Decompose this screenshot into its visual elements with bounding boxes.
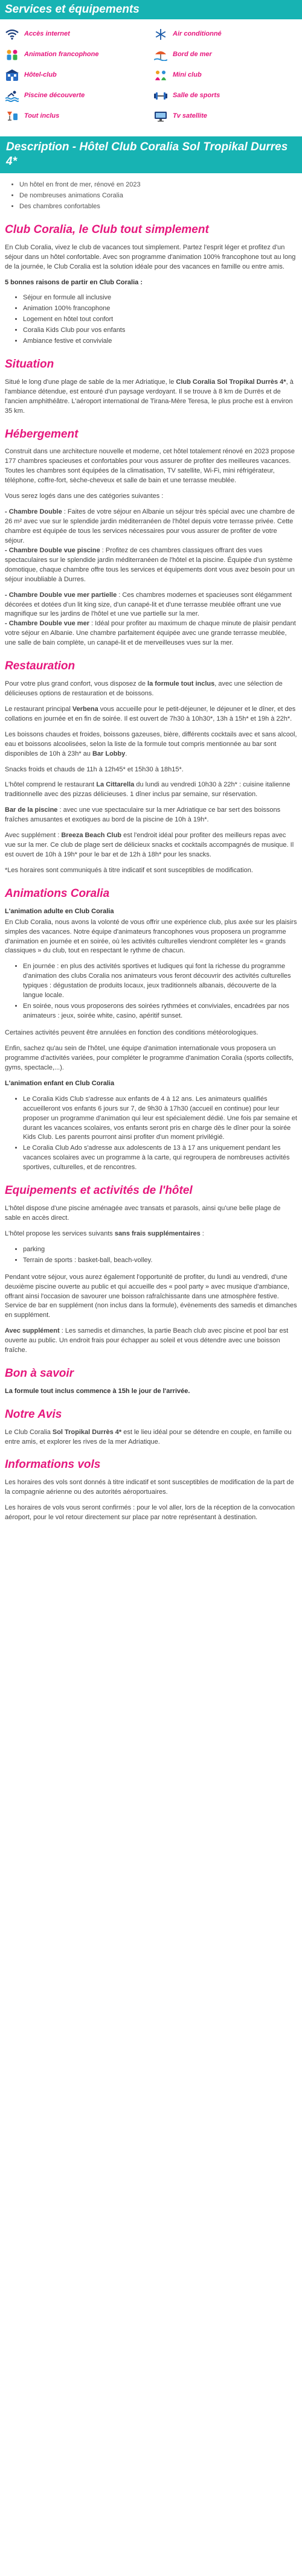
paragraph — [5, 705, 297, 724]
paragraph — [5, 680, 297, 699]
reasons-list — [23, 293, 297, 346]
text: Bar Lobby — [92, 750, 126, 757]
amenity-label: Mini club — [173, 71, 202, 78]
list-item: • De nombreuses animations Coralia — [19, 191, 297, 201]
hotel-name: Club Coralia Sol Tropikal Durrès 4* — [176, 378, 286, 386]
paragraph: Snacks froids et chauds de 11h à 12h45* et 15h30 à 18h15*. — [5, 765, 184, 773]
section-title-vols: Informations vols — [5, 1458, 101, 1471]
kids-animation-list — [23, 1095, 297, 1173]
section-title-bon-a-savoir: Bon à savoir — [5, 1367, 74, 1380]
paragraph: L'hôtel dispose d'une piscine aménagée avec transats et parasols, ainsi qu'une belle plage de sable en accès direct. — [5, 1204, 281, 1222]
gym-icon — [153, 89, 168, 103]
room-label: - Chambre Double — [5, 508, 62, 516]
section-title-hebergement: Hébergement — [5, 427, 79, 441]
amenity-animation — [5, 47, 153, 63]
paragraph: En Club Coralia, nous avons la volonté de vous offrir une expérience club, plus axée sur les plaisirs simples des vacances. Notre équipe d'animateurs francophones vous proposera un programme d'animation en journée et en soirée, où les activités culturelles viendront compléter les « grands classiques » du club, tout en respectant le rythme de chacun. — [5, 918, 297, 955]
paragraph: *Les horaires sont communiqués à titre indicatif et sont susceptibles de modification. — [5, 867, 253, 874]
list-item: • Animation 100% francophone — [23, 304, 297, 314]
kids-icon — [5, 48, 19, 62]
list-item: • Logement en hôtel tout confort — [23, 315, 297, 325]
paragraph: 5 bonnes raisons de partir en Club Coralia : — [5, 278, 143, 286]
paragraph: Les horaires de vols vous seront confirmés : pour le vol aller, lors de la réception de la convocation aéroport, pour le vol retour directement sur place par notre représentant à destination. — [5, 1504, 295, 1521]
paragraph — [5, 780, 297, 800]
text: Breeza Beach Club — [61, 832, 122, 840]
list-item: • parking — [23, 1245, 297, 1255]
amenity-label: Tout inclus — [24, 112, 60, 120]
list-item: • Un hôtel en front de mer, rénové en 2023 — [19, 180, 297, 190]
free-services-list — [23, 1245, 297, 1266]
text: : — [200, 1229, 204, 1237]
hotel-name: Sol Tropikal Durrès 4* — [52, 1428, 122, 1436]
amenities-grid — [0, 19, 302, 128]
amenity-tv — [153, 109, 302, 124]
amenity-ac — [153, 27, 302, 42]
spacer — [5, 1529, 297, 1577]
amenity-internet — [5, 27, 153, 42]
amenity-label: Salle de sports — [173, 91, 220, 99]
subheading: L'animation adulte en Club Coralia — [5, 907, 114, 915]
section-title-restauration: Restauration — [5, 660, 76, 673]
list-item: • Terrain de sports : basket-ball, beach-volley. — [23, 1256, 297, 1266]
room-label: - Chambre Double vue mer — [5, 620, 89, 628]
text: sans frais supplémentaires — [114, 1229, 201, 1237]
text: Les boissons chaudes et froides, boissons gazeuses, bière, différents cocktails avec et sans alcool, eau et boissons alcoolisées, selon la liste de la formule tout compris mentionnée au bar sont disponibles de 10h à 23h* au — [5, 730, 297, 757]
amenity-label: Bord de mer — [173, 50, 212, 58]
amenity-label: Air conditionné — [173, 30, 222, 37]
paragraph: Pendant votre séjour, vous aurez également l'opportunité de profiter, du lundi au vendredi, d'une deuxième piscine ouverte au public et qui accueille des « pool party » avec musique d'ambiance, offrant ainsi l'occasion de savourer une boisson rafraîchissante dans une atmosphère festive. Service de bar en supplément (non inclus dans la formule), évènements des samedis et dimanches en supplément. — [5, 1273, 297, 1319]
miniclub-icon — [153, 68, 168, 83]
section-title-animations: Animations Coralia — [5, 887, 110, 900]
text: L'hôtel propose les services suivants — [5, 1229, 115, 1237]
description-content — [0, 180, 302, 1583]
tv-icon — [153, 109, 168, 124]
amenity-all-inclusive — [5, 109, 153, 124]
snowflake-icon — [153, 27, 168, 42]
text: Avec supplément — [5, 1327, 60, 1335]
text: , avec une sélection de délicieuses options de restauration et de boissons. — [5, 680, 283, 697]
room-label: - Chambre Double vue mer partielle — [5, 591, 117, 599]
paragraph: En Club Coralia, vivez le club de vacances tout simplement. Partez l'esprit léger et profitez d'un séjour dans un hôtel confortable. Avec son programme d'animation 100% francophone tout au long de la journée, le Club Coralia est la solution idéale pour des vacances en famille ou entre amis. — [5, 243, 296, 270]
text: est le lieu idéal pour se détendre en couple, en famille ou entre amis, et explorer les rives de la mer Adriatique. — [5, 1428, 292, 1446]
section-title-club: Club Coralia, le Club tout simplement — [5, 223, 209, 236]
text: Pour votre plus grand confort, vous disposez de — [5, 680, 148, 687]
amenity-label: Tv satellite — [173, 112, 207, 120]
services-title: Services et équipements — [0, 0, 302, 19]
amenity-hotel-club — [5, 68, 153, 83]
paragraph: Enfin, sachez qu'au sein de l'hôtel, une équipe d'animation internationale vous proposera un programme d'activités variées, pour compléter le programme d'animation Coralia (sports collectifs, gyms, spectacle,...). — [5, 1044, 294, 1071]
paragraph: Construit dans une architecture nouvelle et moderne, cet hôtel totalement rénové en 2023 propose 177 chambres spacieuses et confortables pour vous assurer de profiter des meilleures vacances. Toutes les chambres sont équipées de la climatisation, TV satellite, Wi-Fi, mini réfrigérateur, téléphone, coffre-fort, sèche-cheveux et salle de bain et une terrasse meublée. — [5, 448, 295, 485]
list-item: • Coralia Kids Club pour vos enfants — [23, 326, 297, 336]
text: : Faites de votre séjour en Albanie un séjour très spécial avec une chambre de 26 m² avec vue sur le splendide jardin méditerranéen de l'hôtel depuis votre terrasse privée. Cette chambre est équipée de tous les services nécessaires pour vous assurer de profiter de votre séjour. — [5, 508, 295, 544]
text: Le restaurant principal — [5, 705, 72, 713]
room-sea — [5, 591, 297, 649]
amenity-miniclub — [153, 68, 302, 83]
text: la formule tout inclus — [147, 680, 215, 687]
amenity-gym — [153, 88, 302, 104]
text: : Ces chambres modernes et spacieuses sont élégamment décorées et dotées d'un lit king size, d'un canapé-lit et d'une terrasse meublée offrant une vue magnifique sur les jardins de l'hôtel et une vue partielle sur la mer. — [5, 591, 292, 618]
description-title: Description - Hôtel Club Coralia Sol Tropikal Durres 4* — [0, 136, 302, 173]
pool-icon — [5, 89, 19, 103]
paragraph — [5, 831, 297, 860]
room-label: - Chambre Double vue piscine — [5, 546, 100, 554]
text: : Profitez de ces chambres classiques offrant des vues spectaculaires sur le splendide jardin méditerranéen de l'hôtel et la piscine. Équipée d'un système domotique, chaque chambre offre tous les services et équipements dont vous avez besoin pour un séjour inoubliable à Durres. — [5, 546, 295, 583]
list-item: • Le Coralia Kids Club s'adresse aux enfants de 4 à 12 ans. Les animateurs qualifiés accueilleront vos enfants 6 jours sur 7, de 9h30 à 17h30 (accueil en continue) pour leur proposer un programme d'animation qui leur est spécialement dédié. Une fois par semaine et durant les vacances scolaires, vos enfants seront pris en charge dès le dîner pour la soirée Kids Club. Les parents pourront ainsi profiter d'un moment privilégié. — [23, 1095, 297, 1143]
text: L'hôtel comprend le restaurant — [5, 781, 97, 789]
wifi-icon — [5, 27, 19, 42]
amenity-label: Hôtel-club — [24, 71, 57, 78]
text: Situé le long d'une plage de sable de la mer Adriatique, le — [5, 378, 176, 386]
amenity-beach — [153, 47, 302, 63]
text: est l'endroit idéal pour profiter des meilleurs repas avec vue sur la mer. Ce club de plage sert de délicieux snacks et cocktails accompagnés de musique. Il est ouvert de 10h à 19h* pour le bar et de 12h à 18h* pour les snacks. — [5, 832, 294, 859]
beach-icon — [153, 48, 168, 62]
text: Verbena — [72, 705, 98, 713]
paragraph: Les horaires des vols sont donnés à titre indicatif et sont susceptibles de modification de la part de la compagnie aérienne ou des autorités aéroportuaires. — [5, 1479, 294, 1496]
section-title-situation: Situation — [5, 358, 54, 371]
adult-animation-list — [23, 962, 297, 1021]
paragraph: Certaines activités peuvent être annulées en fonction des conditions météorologiques. — [5, 1029, 259, 1036]
text: Bar de la piscine — [5, 806, 58, 814]
list-item: • Séjour en formule all inclusive — [23, 293, 297, 303]
subheading: L'animation enfant en Club Coralia — [5, 1079, 115, 1087]
amenity-pool — [5, 88, 153, 104]
amenity-label: Animation francophone — [24, 50, 99, 58]
amenity-label: Piscine découverte — [24, 91, 85, 99]
list-item: • Des chambres confortables — [19, 202, 297, 212]
room-double — [5, 508, 297, 585]
paragraph: La formule tout inclus commence à 15h le jour de l'arrivée. — [5, 1387, 190, 1395]
text: : Les samedis et dimanches, la partie Beach club avec piscine et pool bar est ouverte au public. Un endroit frais pour échapper au soleil et vous détendre avec une boisson fraîche. — [5, 1327, 289, 1354]
text: vous accueille pour le petit-déjeuner, le déjeuner et le dîner, et des collations en journée et en fin de soirée. Il est ouvert de 7h30 à 10h30*, 13h à 15h* et 19h à 22h*. — [5, 705, 296, 722]
list-item: • Ambiance festive et conviviale — [23, 337, 297, 346]
list-item: • En journée : en plus des activités sportives et ludiques qui font la richesse du programme d'animation des clubs Coralia nos animateurs vous feront découvrir des activités culturelles typiques : dégustation de produits locaux, jeux traditionnels albanais, découverte de la langue locale. — [23, 962, 297, 1001]
paragraph: Vous serez logés dans une des catégories suivantes : — [5, 493, 164, 500]
paragraph — [5, 1229, 297, 1239]
text: Le Club Coralia — [5, 1428, 53, 1436]
amenity-label: Accès internet — [24, 30, 70, 37]
list-item: • En soirée, nous vous proposerons des soirées rythmées et conviviales, encadrées par nos animateurs : jeux, soirée white, casino, apéritif sunset. — [23, 1002, 297, 1021]
text: La Cittarella — [96, 781, 135, 789]
list-item: • Le Coralia Club Ado s'adresse aux adolescents de 13 à 17 ans uniquement pendant les vacances scolaires avec un programme à la carte, qui regroupera de nombreuses activités sportives, culturelles, et de rencontres. — [23, 1144, 297, 1173]
section-title-equipements: Equipements et activités de l'hôtel — [5, 1184, 193, 1197]
paragraph — [5, 730, 297, 759]
text: : Idéal pour profiter au maximum de chaque minute de plaisir pendant votre séjour en Albanie. Une chambre parfaitement équipée avec une grande terrasse meublée, une salle de bain complète, un canapé-lit et de merveilleuses vues sur la mer. — [5, 620, 296, 647]
hotel-club-icon — [5, 68, 19, 83]
text: Avec supplément : — [5, 832, 62, 840]
text: du lundi au vendredi 10h30 à 22h* : cuisine italienne traditionnelle avec des pizzas délicieuses. 1 dîner inclus par semaine, sur réservation. — [5, 781, 291, 799]
text: . — [125, 750, 127, 757]
paragraph — [5, 1327, 297, 1356]
section-title-notre-avis: Notre Avis — [5, 1408, 62, 1421]
text: : avec une vue spectaculaire sur la mer Adriatique ce bar sert des boissons fraîches amusantes et exotiques au bord de la piscine de 10h à 19h*. — [5, 806, 281, 824]
paragraph — [5, 378, 297, 416]
highlights-list — [19, 180, 297, 212]
text: , à l'ambiance détendue, est entouré d'un paysage verdoyant. Il se trouve à 8 km de Durrës et de l'ancien amphithéâtre. L'aéroport international de Tirana-Mère Teresa, le plus proche est à environ 35 km. — [5, 378, 294, 415]
paragraph — [5, 806, 297, 825]
all-inclusive-icon — [5, 109, 19, 124]
paragraph — [5, 1428, 297, 1447]
